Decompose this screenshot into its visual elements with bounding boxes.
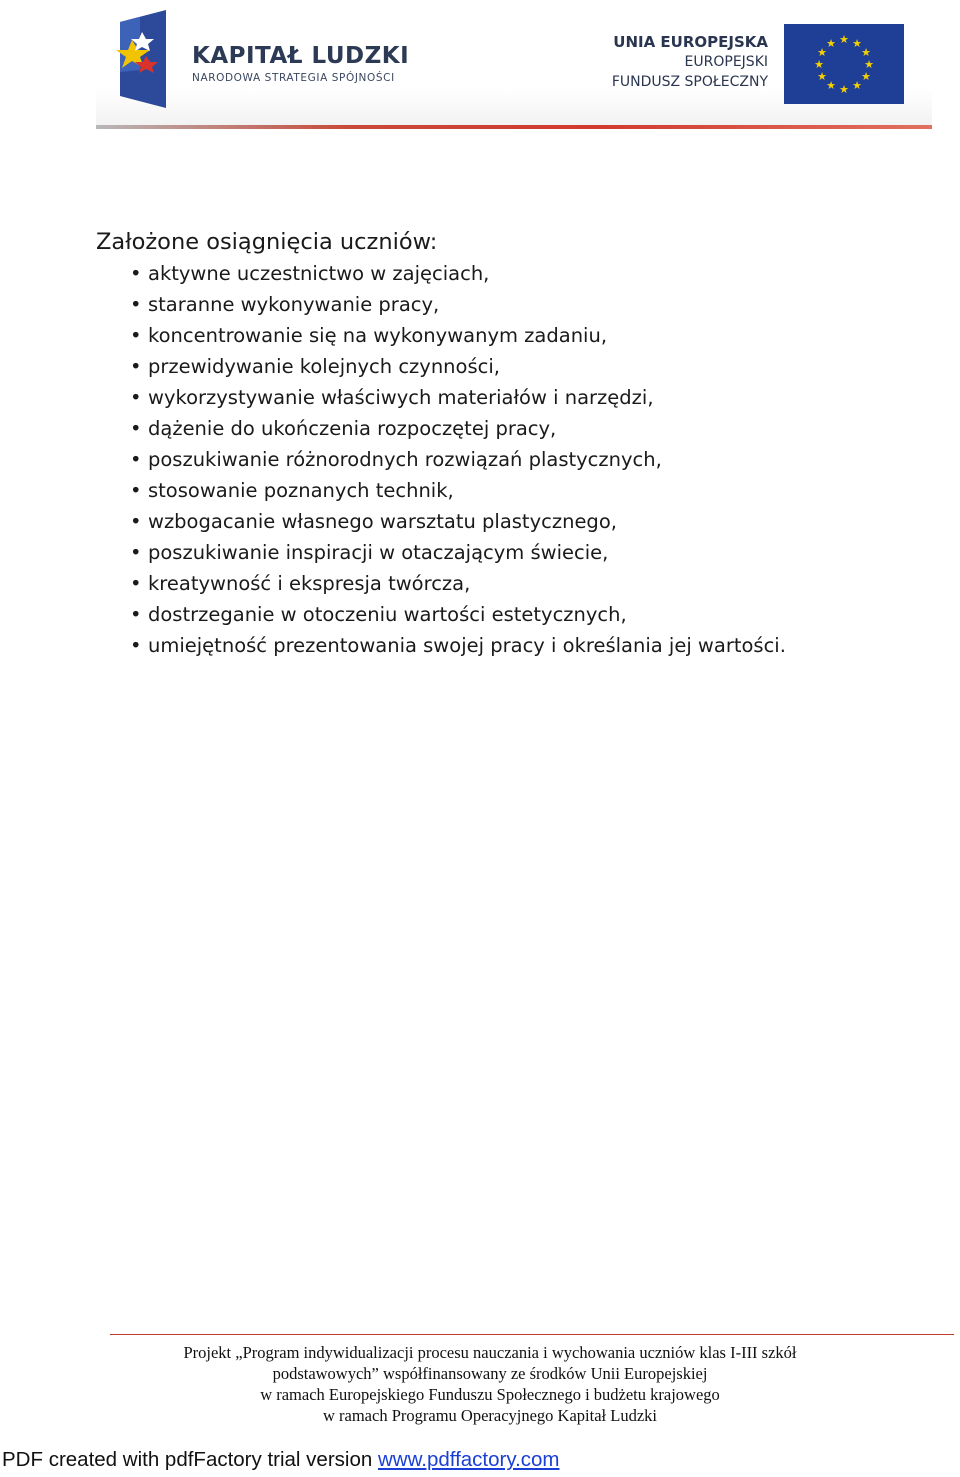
eu-line-3: FUNDUSZ SPOŁECZNY xyxy=(611,74,768,90)
list-item xyxy=(96,258,916,289)
list-item xyxy=(96,444,916,475)
list-item xyxy=(96,413,916,444)
kapital-ludzki-subtitle: NARODOWA STRATEGIA SPÓJNOŚCI xyxy=(192,72,395,84)
list-item-text: kreatywność i ekspresja twórcza, xyxy=(148,572,471,595)
kapital-ludzki-logo-icon xyxy=(110,10,170,108)
achievements-list xyxy=(96,258,916,661)
bullet-icon: • xyxy=(130,479,142,502)
pdffactory-link[interactable]: www.pdffactory.com xyxy=(377,1448,560,1471)
eu-line-2: EUROPEJSKI xyxy=(684,54,768,70)
footer-line-3: w ramach Europejskiego Funduszu Społecznego i budżetu krajowego xyxy=(260,1385,720,1404)
list-item-text: aktywne uczestnictwo w zajęciach, xyxy=(148,262,490,285)
bullet-icon: • xyxy=(130,293,142,316)
bullet-icon: • xyxy=(130,386,142,409)
eu-fund-wordmark xyxy=(612,32,768,92)
eu-flag-icon xyxy=(784,24,904,104)
svg-text:★: ★ xyxy=(817,46,827,59)
kapital-ludzki-wordmark xyxy=(192,44,409,84)
header-divider xyxy=(96,125,932,129)
bullet-icon: • xyxy=(130,634,142,657)
svg-text:★: ★ xyxy=(817,70,827,83)
list-item xyxy=(96,599,916,630)
svg-text:★: ★ xyxy=(852,37,862,50)
list-item-text: dążenie do ukończenia rozpoczętej pracy, xyxy=(148,417,557,440)
svg-text:★: ★ xyxy=(852,79,862,92)
pdf-trial-notice xyxy=(2,1448,560,1472)
list-item-text: umiejętność prezentowania swojej pracy i określania jej wartości. xyxy=(148,634,786,657)
list-item-text: przewidywanie kolejnych czynności, xyxy=(148,355,500,378)
bullet-icon: • xyxy=(130,355,142,378)
footer-line-2: podstawowych” współfinansowany ze środków Unii Europejskiej xyxy=(272,1364,708,1383)
svg-text:★: ★ xyxy=(839,83,849,96)
list-item-text: poszukiwanie inspiracji w otaczającym świecie, xyxy=(148,541,609,564)
list-item-text: poszukiwanie różnorodnych rozwiązań plastycznych, xyxy=(148,448,662,471)
list-item xyxy=(96,630,916,661)
list-item-text: stosowanie poznanych technik, xyxy=(148,479,454,502)
bullet-icon: • xyxy=(130,603,142,626)
pdf-trial-text: PDF created with pdfFactory trial version xyxy=(2,1448,378,1471)
bullet-icon: • xyxy=(130,510,142,533)
svg-text:★: ★ xyxy=(814,58,824,71)
list-item xyxy=(96,351,916,382)
footer-line-1: Projekt „Program indywidualizacji procesu nauczania i wychowania uczniów klas I-III szkół xyxy=(183,1343,797,1362)
bullet-icon: • xyxy=(130,572,142,595)
list-item xyxy=(96,568,916,599)
svg-text:★: ★ xyxy=(864,58,874,71)
bullet-icon: • xyxy=(130,324,142,347)
list-item xyxy=(96,537,916,568)
list-item-text: koncentrowanie się na wykonywanym zadaniu, xyxy=(148,324,608,347)
bullet-icon: • xyxy=(130,262,142,285)
svg-text:★: ★ xyxy=(826,79,836,92)
svg-text:★: ★ xyxy=(861,46,871,59)
section-heading: Założone osiągnięcia uczniów: xyxy=(96,229,438,255)
list-item xyxy=(96,289,916,320)
bullet-icon: • xyxy=(130,541,142,564)
footer-line-4: w ramach Programu Operacyjnego Kapitał Ludzki xyxy=(322,1406,657,1425)
footer-project-note xyxy=(110,1342,870,1426)
list-item-text: dostrzeganie w otoczeniu wartości estetycznych, xyxy=(148,603,627,626)
svg-text:★: ★ xyxy=(861,70,871,83)
header-banner xyxy=(96,0,932,130)
list-item xyxy=(96,382,916,413)
eu-line-1: UNIA EUROPEJSKA xyxy=(613,33,768,51)
bullet-icon: • xyxy=(130,417,142,440)
bullet-icon: • xyxy=(130,448,142,471)
list-item xyxy=(96,506,916,537)
footer-divider xyxy=(110,1334,954,1335)
list-item-text: wykorzystywanie właściwych materiałów i narzędzi, xyxy=(148,386,654,409)
list-item xyxy=(96,475,916,506)
list-item xyxy=(96,320,916,351)
list-item-text: wzbogacanie własnego warsztatu plastycznego, xyxy=(148,510,617,533)
list-item-text: staranne wykonywanie pracy, xyxy=(148,293,440,316)
svg-text:★: ★ xyxy=(839,33,849,46)
kapital-ludzki-title: KAPITAŁ LUDZKI xyxy=(192,43,410,69)
svg-text:★: ★ xyxy=(826,37,836,50)
main-content xyxy=(96,226,916,661)
